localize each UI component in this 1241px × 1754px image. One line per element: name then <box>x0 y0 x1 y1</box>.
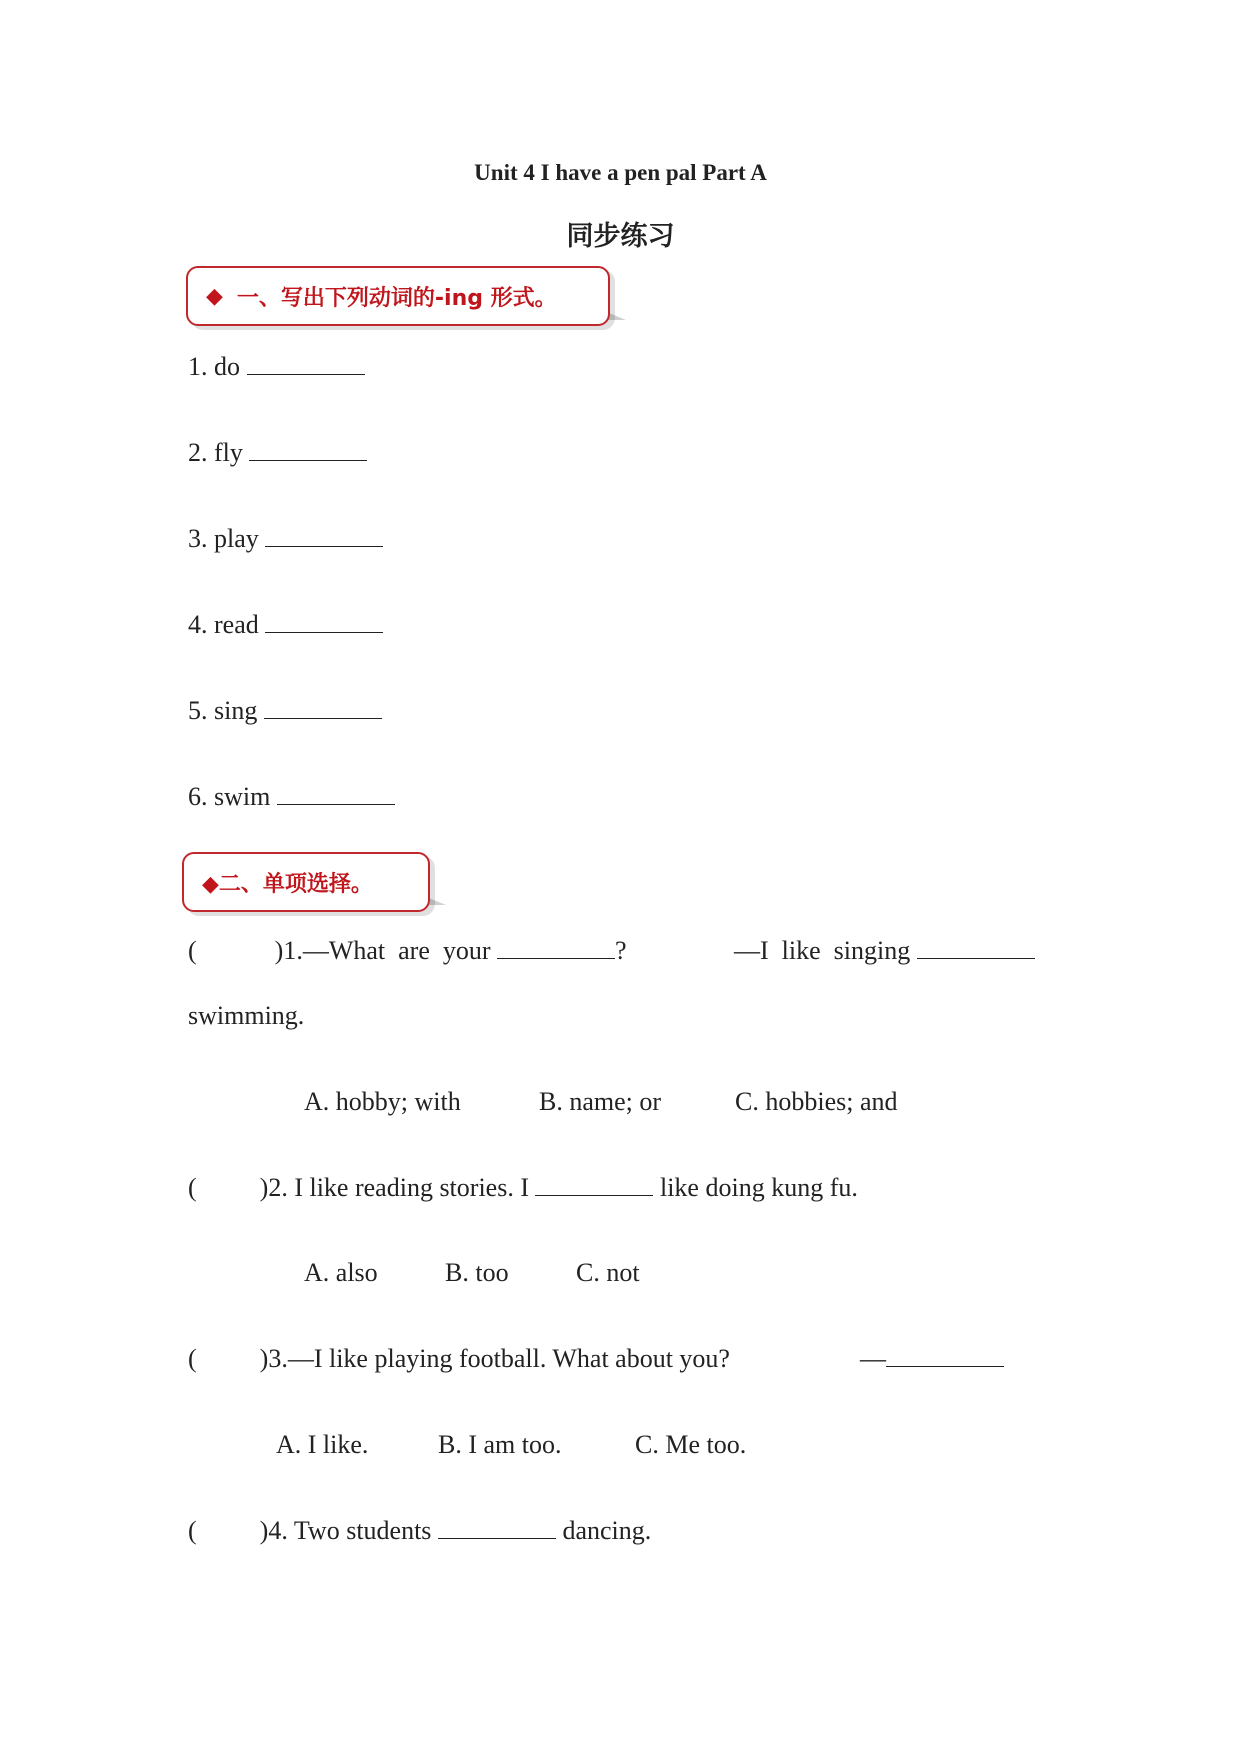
section2-heading-box <box>182 852 430 912</box>
item-number: 4. <box>188 610 208 639</box>
list-item <box>188 782 395 812</box>
question-stem: —I like singing <box>734 936 911 965</box>
question-1-answer <box>734 936 1035 966</box>
option-a[interactable]: A. also <box>304 1258 378 1287</box>
option-b[interactable]: B. too <box>445 1258 509 1287</box>
section1-heading: 一、写出下列动词的-ing 形式。 <box>236 285 557 311</box>
item-number: 3. <box>188 524 208 553</box>
answer-paren[interactable]: ( <box>188 936 197 965</box>
answer-blank[interactable] <box>886 1344 1004 1367</box>
question-stem: )1.—What are your <box>274 936 491 965</box>
question-1 <box>188 936 627 966</box>
list-item <box>188 524 383 554</box>
question-stem-continued: swimming. <box>188 1001 305 1030</box>
page-title: Unit 4 I have a pen pal Part A <box>474 160 767 185</box>
answer-blank[interactable] <box>917 936 1035 959</box>
list-item <box>188 696 382 726</box>
question-3 <box>188 1344 730 1374</box>
option-b[interactable]: B. I am too. <box>438 1430 562 1459</box>
question-stem: )2. I like reading stories. I <box>259 1173 529 1202</box>
question-3-answer <box>860 1344 1004 1374</box>
list-item <box>188 610 383 640</box>
section2-heading: ◆二、单项选择。 <box>202 871 373 897</box>
answer-paren[interactable]: ( <box>188 1516 197 1545</box>
section1-heading-box <box>186 266 610 326</box>
answer-blank[interactable] <box>277 782 395 805</box>
option-a[interactable]: A. I like. <box>276 1430 369 1459</box>
answer-paren[interactable]: ( <box>188 1344 197 1373</box>
answer-blank[interactable] <box>535 1173 653 1196</box>
answer-blank[interactable] <box>264 696 382 719</box>
option-a[interactable]: A. hobby; with <box>304 1087 461 1116</box>
list-item <box>188 438 367 468</box>
list-item <box>188 352 365 382</box>
diamond-icon: ◆ <box>206 283 223 309</box>
question-stem: like doing kung fu. <box>659 1173 858 1202</box>
item-word: do <box>214 352 240 381</box>
answer-blank[interactable] <box>497 936 615 959</box>
page-subtitle: 同步练习 <box>566 221 675 252</box>
question-4 <box>188 1516 651 1546</box>
answer-blank[interactable] <box>265 524 383 547</box>
item-word: read <box>214 610 259 639</box>
answer-blank[interactable] <box>247 352 365 375</box>
option-c[interactable]: C. not <box>576 1258 640 1287</box>
item-word: sing <box>214 696 258 725</box>
question-stem: )3.—I like playing football. What about you? <box>259 1344 730 1373</box>
answer-blank[interactable] <box>438 1516 556 1539</box>
item-number: 5. <box>188 696 208 725</box>
question-stem: ? <box>615 936 627 965</box>
item-word: play <box>214 524 259 553</box>
question-stem: )4. Two students <box>259 1516 432 1545</box>
item-number: 6. <box>188 782 208 811</box>
item-word: swim <box>214 782 271 811</box>
option-c[interactable]: C. Me too. <box>635 1430 747 1459</box>
option-b[interactable]: B. name; or <box>539 1087 662 1116</box>
question-stem: dancing. <box>562 1516 652 1545</box>
question-stem: — <box>860 1344 886 1373</box>
option-c[interactable]: C. hobbies; and <box>735 1087 898 1116</box>
item-word: fly <box>214 438 243 467</box>
question-2 <box>188 1173 858 1203</box>
answer-blank[interactable] <box>249 438 367 461</box>
item-number: 1. <box>188 352 208 381</box>
answer-blank[interactable] <box>265 610 383 633</box>
item-number: 2. <box>188 438 208 467</box>
answer-paren[interactable]: ( <box>188 1173 197 1202</box>
